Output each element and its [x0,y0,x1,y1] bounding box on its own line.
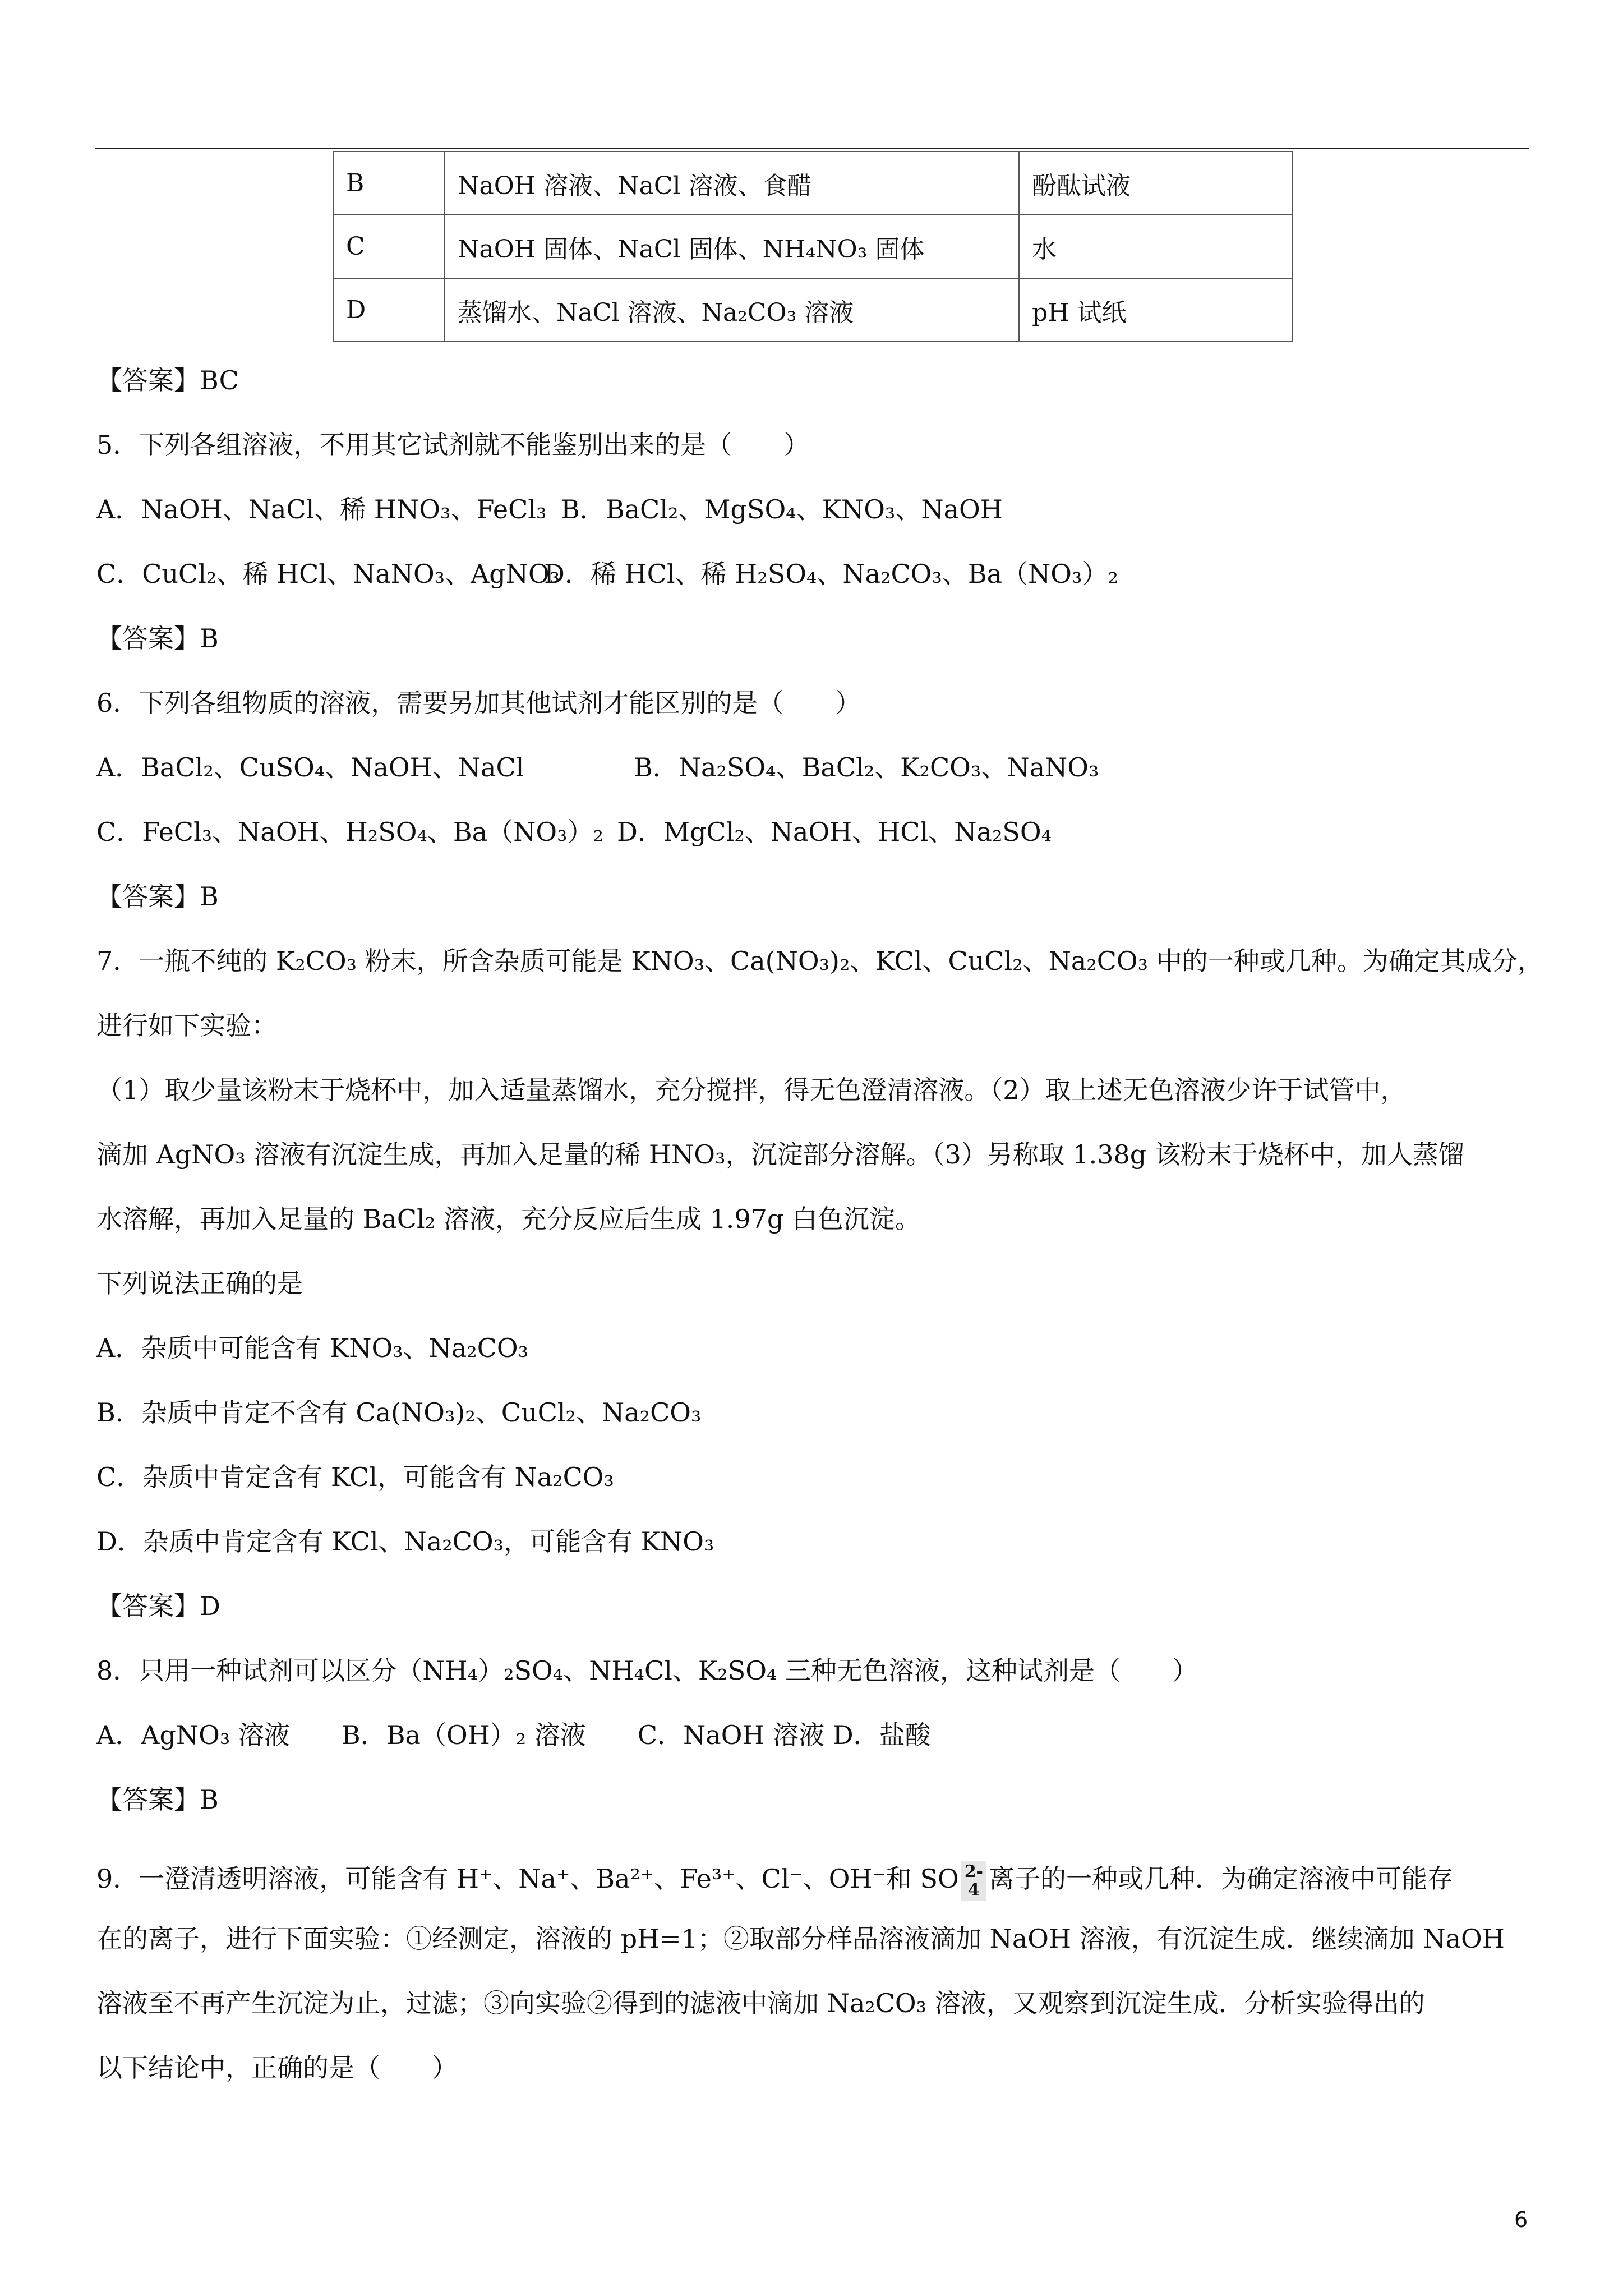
q8-answer: 【答案】B [96,1784,219,1815]
q5-option-b: B．BaCl₂、MgSO₄、KNO₃、NaOH [561,494,1003,524]
table-cell-key: B [333,151,445,215]
table-cell-key: D [333,278,445,342]
sulfate-charge-fraction [961,1861,986,1901]
q7-option-d: D．杂质中肯定含有 KCl、Na₂CO₃，可能含有 KNO₃ [96,1526,714,1557]
options-table [333,151,1293,342]
table-cell-items: NaOH 溶液、NaCl 溶液、食醋 [445,151,1019,215]
q9-stem-line-3: 溶液至不再产生沉淀为止，过滤；③向实验②得到的滤液中滴加 Na₂CO₃ 溶液，又观察到沉淀生成．分析实验得出的 [96,1988,1425,2018]
q8-stem: 8．只用一种试剂可以区分（NH₄）₂SO₄、NH₄Cl、K₂SO₄ 三种无色溶液，这种试剂是（ ） [96,1655,1198,1686]
q5-option-a: A．NaOH、NaCl、稀 HNO₃、FeCl₃ [96,494,547,524]
q9-stem-pre: 9．一澄清透明溶液，可能含有 H⁺、Na⁺、Ba²⁺、Fe³⁺、Cl⁻、OH⁻和 SO [96,1864,959,1894]
table-cell-reagent: 酚酞试液 [1019,151,1293,215]
q5-option-d: D．稀 HCl、稀 H₂SO₄、Na₂CO₃、Ba（NO₃）₂ [544,559,1118,589]
fraction-top: 2- [964,1862,984,1881]
page-number: 6 [1514,2207,1528,2232]
table-row [333,278,1293,342]
q9-stem-line-1 [96,1861,1453,1901]
q6-option-a: A．BaCl₂、CuSO₄、NaOH、NaCl [96,752,524,783]
table-cell-reagent: 水 [1019,215,1293,278]
q7-stem-line-1: 7．一瓶不纯的 K₂CO₃ 粉末，所含杂质可能是 KNO₃、Ca(NO₃)₂、KCl、CuCl₂、Na₂CO₃ 中的一种或几种。为确定其成分， [96,946,1543,976]
q7-experiment-line-3: 水溶解，再加入足量的 BaCl₂ 溶液，充分反应后生成 1.97g 白色沉淀。 [96,1204,921,1234]
table-row [333,215,1293,278]
table-cell-key: C [333,215,445,278]
q5-answer: 【答案】B [96,623,219,654]
q9-stem-line-2: 在的离子，进行下面实验：①经测定，溶液的 pH=1；②取部分样品溶液滴加 NaOH 溶液，有沉淀生成．继续滴加 NaOH [96,1924,1505,1954]
table-cell-items: NaOH 固体、NaCl 固体、NH₄NO₃ 固体 [445,215,1019,278]
q4-answer: 【答案】BC [96,365,239,395]
q5-option-c: C．CuCl₂、稀 HCl、NaNO₃、AgNO₃ [96,559,560,589]
fraction-bottom: 4 [967,1880,980,1900]
q7-stem-line-2: 进行如下实验： [96,1010,277,1041]
q7-option-b: B．杂质中肯定不含有 Ca(NO₃)₂、CuCl₂、Na₂CO₃ [96,1397,702,1428]
q6-option-c: C．FeCl₃、NaOH、H₂SO₄、Ba（NO₃）₂ [96,817,603,847]
q8-options: A．AgNO₃ 溶液 B．Ba（OH）₂ 溶液 C．NaOH 溶液 D．盐酸 [96,1720,931,1750]
q6-option-b: B．Na₂SO₄、BaCl₂、K₂CO₃、NaNO₃ [634,752,1099,783]
q7-option-c: C．杂质中肯定含有 KCl，可能含有 Na₂CO₃ [96,1462,614,1492]
table-row [333,151,1293,215]
q6-stem: 6．下列各组物质的溶液，需要另加其他试剂才能区别的是（ ） [96,688,861,718]
table-cell-items: 蒸馏水、NaCl 溶液、Na₂CO₃ 溶液 [445,278,1019,342]
header-rule [95,148,1529,149]
table-cell-reagent: pH 试纸 [1019,278,1293,342]
q7-answer: 【答案】D [96,1591,220,1621]
q5-stem: 5．下列各组溶液，不用其它试剂就不能鉴别出来的是（ ） [96,430,810,460]
q9-stem-post: 离子的一种或几种．为确定溶液中可能存 [989,1864,1454,1894]
q7-prompt: 下列说法正确的是 [96,1268,303,1299]
q6-answer: 【答案】B [96,881,219,912]
q7-experiment-line-2: 滴加 AgNO₃ 溶液有沉淀生成，再加入足量的稀 HNO₃，沉淀部分溶解。（3）另称取 1.38g 该粉末于烧杯中，加人蒸馏 [96,1139,1464,1170]
q7-option-a: A．杂质中可能含有 KNO₃、Na₂CO₃ [96,1333,529,1363]
q9-stem-line-4: 以下结论中，正确的是（ ） [96,2053,458,2083]
q6-option-d: D．MgCl₂、NaOH、HCl、Na₂SO₄ [617,817,1052,847]
q7-experiment-line-1: （1）取少量该粉末于烧杯中，加入适量蒸馏水，充分搅拌，得无色澄清溶液。（2）取上述无色溶液少许于试管中， [96,1075,1407,1105]
